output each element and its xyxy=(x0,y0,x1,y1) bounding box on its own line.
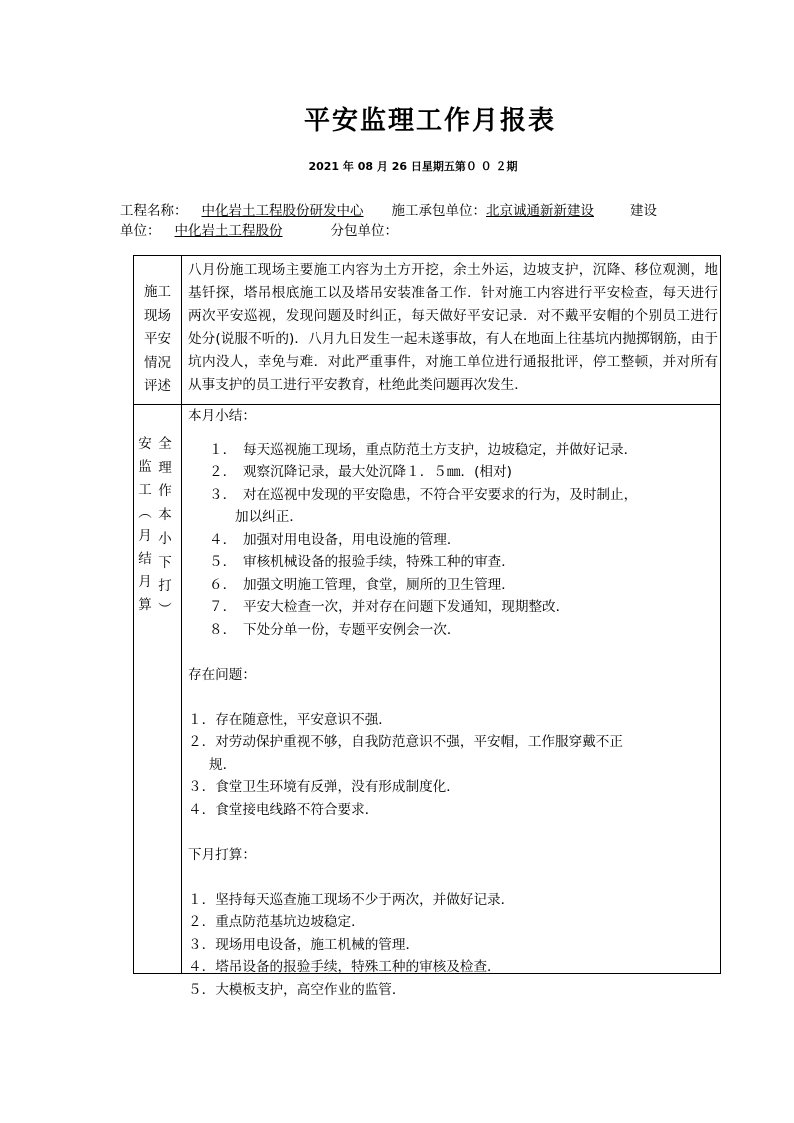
list-item: ４． 加强对用电设备，用电设施的管理． xyxy=(209,531,461,548)
section1-label-line: 情况 xyxy=(144,354,171,371)
issues-list xyxy=(188,709,718,822)
section1-label xyxy=(134,281,181,399)
section1-label-line: 施工 xyxy=(144,284,171,300)
unit-value: 中化岩土工程股份 xyxy=(174,223,283,239)
page-title: 平安监理工作月报表 xyxy=(303,106,556,136)
section2-label-col-b xyxy=(157,433,173,623)
build-label: 建设 xyxy=(630,203,657,219)
section2-label-char: 理 xyxy=(158,459,172,476)
section2-label-char: ︶ xyxy=(158,601,172,618)
list-item: ２．对劳动保护重视不够，自我防范意识不强，平安帽，工作服穿戴不正 规． xyxy=(188,734,623,773)
info-row-project xyxy=(120,199,657,219)
unit-label: 单位： xyxy=(120,223,161,239)
section2-content xyxy=(188,405,718,1001)
list-item: ６． 加强文明施工管理，食堂，厕所的卫生管理． xyxy=(209,576,515,593)
section2-label-char: 小 xyxy=(158,530,172,547)
list-item: ４．塔吊设备的报验手续，特殊工种的审核及检查． xyxy=(188,959,501,975)
section1-label-line: 现场 xyxy=(144,307,171,324)
section2-label-char: 月 xyxy=(138,574,152,590)
section1-content xyxy=(188,259,718,396)
list-item: １．坚持每天巡查施工现场不少于两次，并做好记录． xyxy=(188,891,515,908)
project-label: 工程名称： xyxy=(120,203,188,219)
info-row-unit xyxy=(120,219,398,239)
section1-label-line: 评述 xyxy=(144,378,171,394)
list-item: １． 每天巡视施工现场，重点防范土方支护，边坡稳定，并做好记录． xyxy=(209,441,638,458)
plan-list xyxy=(188,889,718,1002)
section2-label-char: 算 xyxy=(138,597,152,613)
section2-label-char: 全 xyxy=(158,436,172,452)
summary-list xyxy=(188,439,718,642)
list-item: ８． 下处分单一份，专题平安例会一次． xyxy=(209,621,461,638)
section2-label-char: ︵ xyxy=(138,505,152,521)
column-divider xyxy=(181,256,182,973)
list-item: ２．重点防范基坑边坡稳定． xyxy=(188,914,365,930)
list-item: ３．现场用电设备，施工机械的管理． xyxy=(188,936,420,953)
plan-heading: 下月打算： xyxy=(188,846,256,863)
issues-heading: 存在问题： xyxy=(188,666,256,683)
list-item: ７． 平安大检查一次，并对存在问题下发通知，现期整改． xyxy=(209,599,570,615)
section1-label-line: 平安 xyxy=(144,331,171,347)
list-item: ５．大模板支护，高空作业的监管． xyxy=(188,981,406,998)
list-item: ２． 观察沉降记录，最大处沉降１．５㎜．(相对) xyxy=(209,464,512,480)
section2-label-char: 本 xyxy=(158,507,172,524)
report-table xyxy=(133,255,721,998)
sub-label: 分包单位： xyxy=(330,223,398,239)
list-item: ４．食堂接电线路不符合要求． xyxy=(188,801,379,818)
section2-label-char: 结 xyxy=(138,551,152,567)
section2-label-char: 月 xyxy=(138,528,152,544)
summary-heading: 本月小结： xyxy=(188,408,256,424)
contractor-value: 北京诚通新新建设 xyxy=(486,203,594,219)
section2-label-char: 监 xyxy=(138,459,152,475)
contractor-label: 施工承包单位： xyxy=(391,203,486,219)
section1-paragraph: 八月份施工现场主要施工内容为土方开挖，余土外运，边坡支护，沉降、移位观测，地基钎探，塔吊根底施工以及塔吊安装准备工作．针对施工内容进行平安检查，每天进行两次平安巡视，发现问题及时纠正，每天做好平安记录．对不戴平安帽的个别员工进行处分(说服不听的)．八月九日发生一起未遂事故，有人在地面上往基坑内抛掷钢筋，由于坑内没人，幸免与难．对此严重事件，对施工单位进行通报批评，停工整顿，并对所有从事支护的员工进行平安教育，杜绝此类问题再次发生． xyxy=(188,262,718,393)
section2-label-char: 打 xyxy=(158,578,172,595)
list-item: ５． 审核机械设备的报验手续，特殊工种的审查． xyxy=(209,554,515,570)
section2-label-char: 工 xyxy=(138,482,152,498)
project-value: 中化岩土工程股份研发中心 xyxy=(201,203,364,219)
list-item: １．存在随意性，平安意识不强． xyxy=(188,711,392,728)
section2-label-char: 安 xyxy=(138,436,152,452)
section2-label-char: 作 xyxy=(158,483,172,500)
section2-label-char: 下 xyxy=(158,554,172,571)
section2-label-col-a xyxy=(137,433,153,617)
report-date-line: 2021 年 08 月 26 日星期五第０ ０ ２期 xyxy=(308,160,518,173)
list-item: ３．食堂卫生环境有反弹，没有形成制度化． xyxy=(188,779,460,795)
list-item: ３． 对在巡视中发现的平安隐患，不符合平安要求的行为，及时制止， 加以纠正． xyxy=(209,486,638,525)
